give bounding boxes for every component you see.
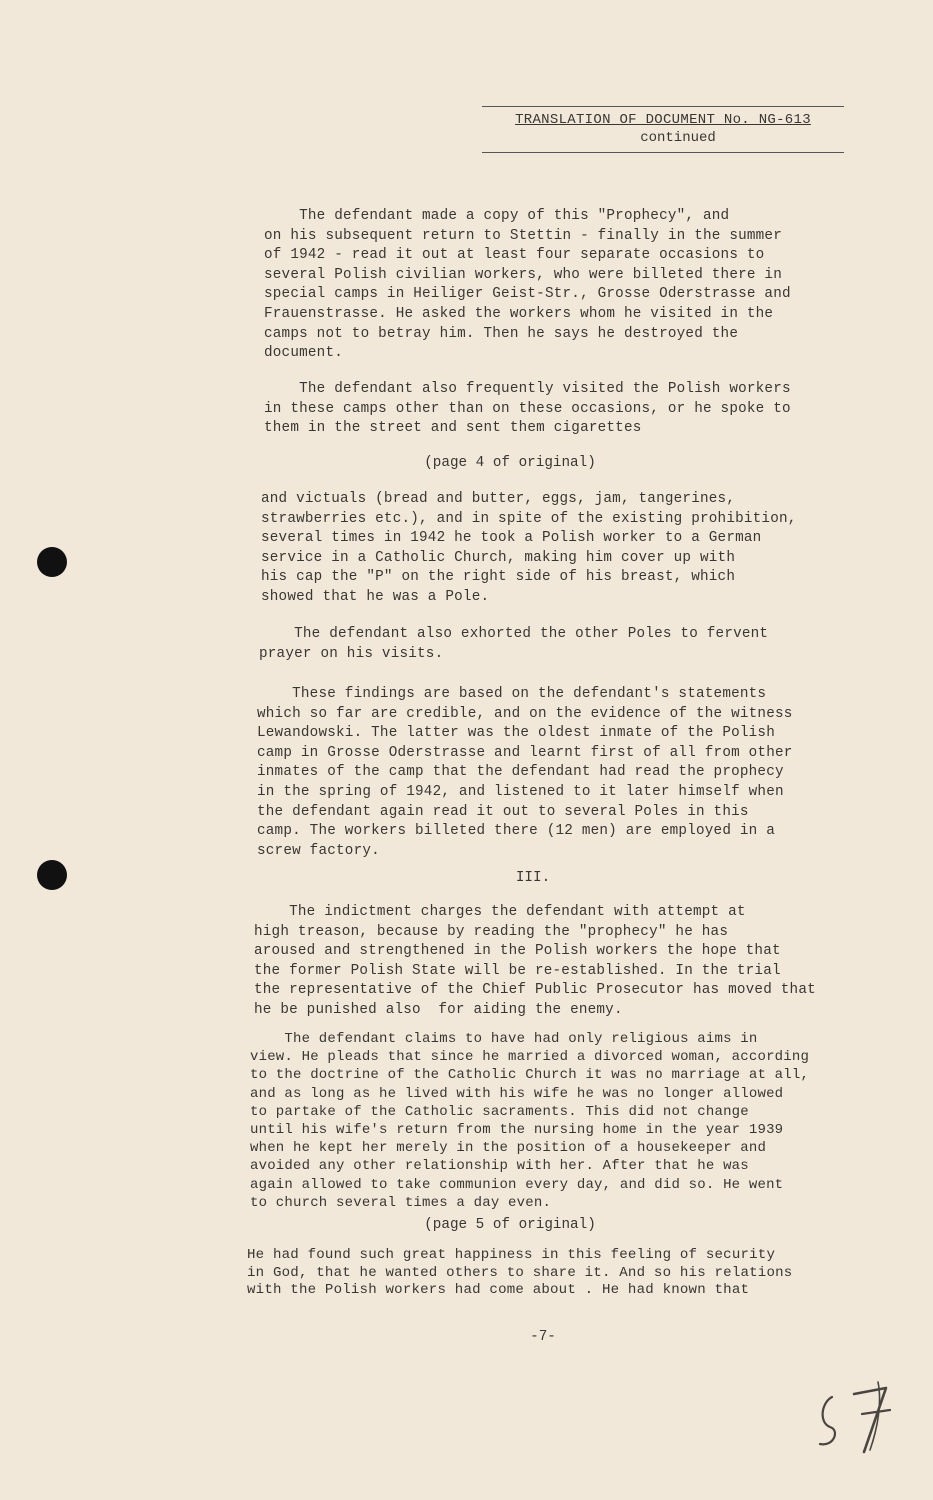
page-number: -7- xyxy=(530,1329,556,1345)
paragraph-exhortation: The defendant also exhorted the other Poles to fervent prayer on his visits. xyxy=(259,626,769,662)
page-marker-4: (page 4 of original) xyxy=(424,455,596,471)
section-numeral: III. xyxy=(515,870,551,886)
paragraph-indictment: The indictment charges the defendant with attempt at high treason, because by reading the "prophecy" he has aroused and strengthened in the Polish workers the hope that the former Polish State will be re-established. In the trial the representative of the Chief Public Prosecutor has moved that he be punished also for aiding the enemy. xyxy=(254,904,816,1018)
punch-hole-bottom xyxy=(37,860,67,890)
page-marker-5: (page 5 of original) xyxy=(424,1217,596,1233)
handwritten-page-number-mark xyxy=(812,1372,912,1462)
document-header xyxy=(482,106,844,153)
paragraph-visits: The defendant also frequently visited the Polish workers in these camps other than on these occasions, or he spoke to them in the street and sent them cigarettes xyxy=(264,381,791,437)
document-title: TRANSLATION OF DOCUMENT No. NG-613 xyxy=(515,112,811,128)
paragraph-findings: These findings are based on the defendant's statements which so far are credible, and on the evidence of the witness Lewandowski. The latter was the oldest inmate of the Polish camp in Grosse Oderstrasse and learnt first of all from other inmates of the camp that the defendant had read the prophecy in the spring of 1942, and listened to it later himself when the defendant again read it out to several Poles in this camp. The workers billeted there (12 men) are employed in a screw factory. xyxy=(257,686,793,859)
punch-hole-top xyxy=(37,547,67,577)
document-subtitle: continued xyxy=(640,130,716,146)
paragraph-religious-aims: The defendant claims to have had only religious aims in view. He pleads that since he married a divorced woman, according to the doctrine of the Catholic Church it was no marriage at all, and as long as he lived with his wife he was no longer allowed to partake of the Catholic sacraments. This did not change until his wife's return from the nursing home in the year 1939 when he kept her merely in the position of a housekeeper and avoided any other relationship with her. After that he was again allowed to take communion every day, and did so. He went to church several times a day even. xyxy=(250,1031,810,1211)
paragraph-copy-of-prophecy: The defendant made a copy of this "Prophecy", and on his subsequent return to Stettin - finally in the summer of 1942 - read it out at least four separate occasions to several Polish civilian workers, who were billeted there in special camps in Heiliger Geist-Str., Grosse Oderstrasse and Frauenstrasse. He asked the workers whom he visited in the camps not to betray him. Then he says he destroyed the document. xyxy=(264,208,791,362)
paragraph-victuals: and victuals (bread and butter, eggs, jam, tangerines, strawberries etc.), and in spite of the existing prohibition, several times in 1942 he took a Polish worker to a German service in a Catholic Church, making him cover up with his cap the "P" on the right side of his breast, which showed that he was a Pole. xyxy=(261,491,797,605)
header-rule-top xyxy=(482,106,844,107)
paragraph-happiness: He had found such great happiness in this feeling of security in God, that he wanted others to share it. And so his relations with the Polish workers had come about . He had known that xyxy=(247,1247,793,1298)
header-rule-bottom xyxy=(482,152,844,153)
